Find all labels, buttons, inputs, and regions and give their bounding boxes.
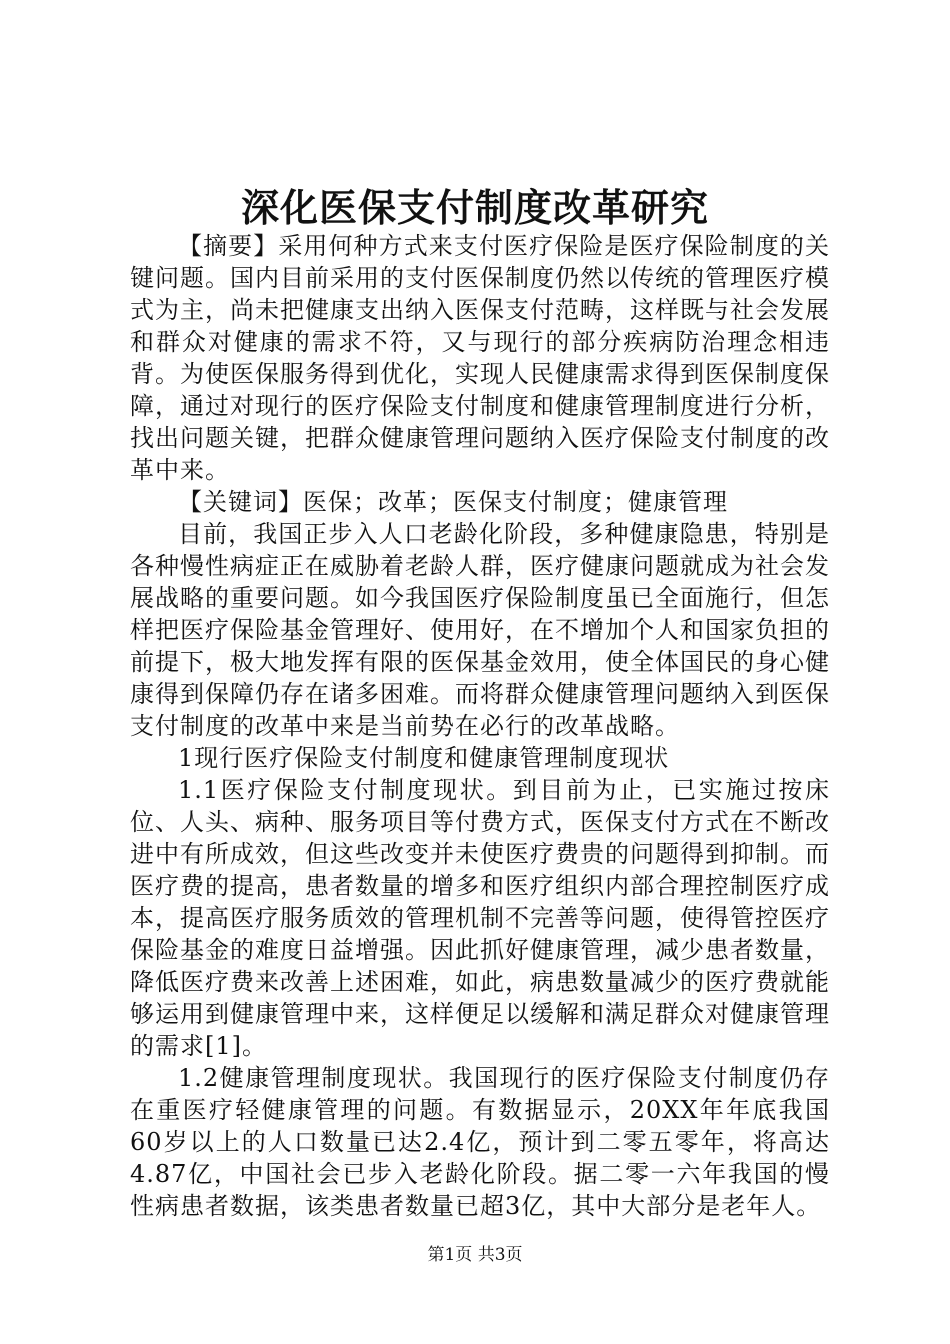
page-footer: 第1页 共3页 <box>427 1245 523 1265</box>
body-paragraph: 1.1医疗保险支付制度现状。到目前为止，已实施过按床位、人头、病种、服务项目等付费方式，医保支付方式在不断改进中有所成效，但这些改变并未使医疗费贵的问题得到抑制。而医疗费的提高，患者数量的增多和医疗组织内部合理控制医疗成本，提高医疗服务质效的管理机制不完善等问题，使得管控医疗保险基金的难度日益增强。因此抓好健康管理，减少患者数量，降低医疗费来改善上述困难，如此，病患数量减少的医疗费就能够运用到健康管理中来，这样便足以缓解和满足群众对健康管理的需求[1]。 <box>130 776 830 1060</box>
section-heading: 1现行医疗保险支付制度和健康管理制度现状 <box>178 744 670 772</box>
body-paragraph: 目前，我国正步入人口老龄化阶段，多种健康隐患，特别是各种慢性病症正在威胁着老龄人群，医疗健康问题就成为社会发展战略的重要问题。如今我国医疗保险制度虽已全面施行，但怎样把医疗保险基金管理好、使用好，在不增加个人和国家负担的前提下，极大地发挥有限的医保基金效用，使全体国民的身心健康得到保障仍存在诸多困难。而将群众健康管理问题纳入到医保支付制度的改革中来是当前势在必行的改革战略。 <box>130 520 830 740</box>
body-paragraph: 1.2健康管理制度现状。我国现行的医疗保险支付制度仍存在重医疗轻健康管理的问题。有数据显示，20XX年年底我国60岁以上的人口数量已达2.4亿，预计到二零五零年，将高达4.87亿，中国社会已步入老龄化阶段。据二零一六年我国的慢性病患者数据，该类患者数量已超3亿，其中大部分是老年人。 <box>130 1064 830 1220</box>
keywords-paragraph: 【关键词】医保；改革；医保支付制度；健康管理 <box>178 488 728 516</box>
document-body <box>130 230 830 1222</box>
document-title: 深化医保支付制度改革研究 <box>240 185 709 230</box>
abstract-paragraph: 【摘要】采用何种方式来支付医疗保险是医疗保险制度的关键问题。国内目前采用的支付医保制度仍然以传统的管理医疗模式为主，尚未把健康支出纳入医保支付范畴，这样既与社会发展和群众对健康的需求不符，又与现行的部分疾病防治理念相违背。为使医保服务得到优化，实现人民健康需求得到医保制度保障，通过对现行的医疗保险支付制度和健康管理制度进行分析，找出问题关键，把群众健康管理问题纳入医疗保险支付制度的改革中来。 <box>130 232 830 484</box>
